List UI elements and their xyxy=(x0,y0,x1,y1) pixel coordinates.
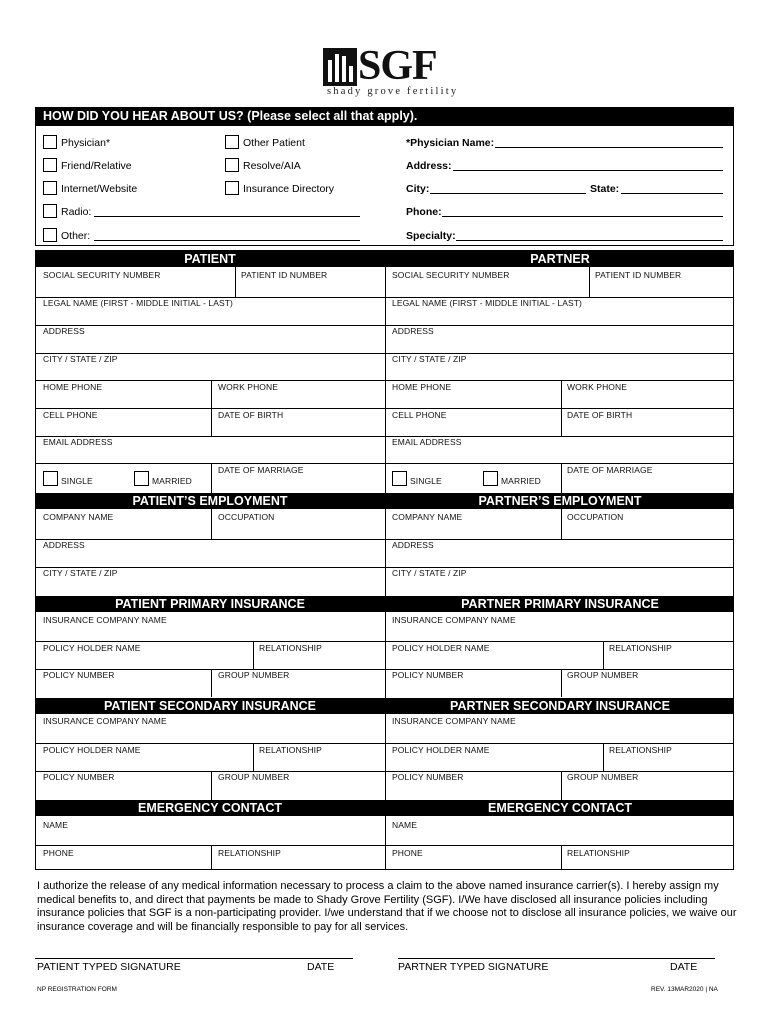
option-label: Other Patient xyxy=(243,137,305,149)
address-label: Address: xyxy=(406,160,452,172)
cell-divider xyxy=(603,641,604,669)
authorization-text: I authorize the release of any medical information necessary to process a claim to the above named insurance carrier(s). I hereby assign my medical benefits to, and direct that payments be made to Shady Grove Fertility (SGF). I/We have disclosed all insurance policies including insurance policies that SGF is a non-participating provider. I/we understand that if we choose not to disclose all insurance policies, we waive our insurance coverage and will be financially responsible to pay for all services. xyxy=(37,880,737,933)
partner-date-label: DATE xyxy=(670,961,698,973)
partner-secondary-company-label: INSURANCE COMPANY NAME xyxy=(392,716,516,726)
option-label: Physician* xyxy=(61,137,111,149)
patient-occupation-label: OCCUPATION xyxy=(218,512,275,522)
partner-secondary-relationship-label: RELATIONSHIP xyxy=(609,745,672,755)
physician-name-label: *Physician Name: xyxy=(406,137,495,149)
option-label: Friend/Relative xyxy=(61,160,132,172)
option-label: Radio: xyxy=(61,206,92,218)
patient-emergency-phone-label: PHONE xyxy=(43,848,74,858)
partner-occupation-label: OCCUPATION xyxy=(567,512,624,522)
patient-city-label: CITY / STATE / ZIP xyxy=(43,354,118,364)
patient-employer-address-label: ADDRESS xyxy=(43,540,85,550)
column-divider xyxy=(385,250,386,870)
patient-ssn-label: SOCIAL SECURITY NUMBER xyxy=(43,270,161,280)
resolve-aia-checkbox[interactable] xyxy=(225,158,239,172)
hear-about-us-box xyxy=(35,107,734,246)
friend-relative-checkbox[interactable] xyxy=(43,158,57,172)
partner-emergency-relationship-label: RELATIONSHIP xyxy=(567,848,630,858)
radio-checkbox[interactable] xyxy=(43,204,57,218)
patient-id-label: PATIENT ID NUMBER xyxy=(241,270,328,280)
hear-about-us-title: HOW DID YOU HEAR ABOUT US? (Please select all that apply). xyxy=(35,107,734,126)
patient-secondary-company-label: INSURANCE COMPANY NAME xyxy=(43,716,167,726)
patient-employment-header: PATIENT’S EMPLOYMENT xyxy=(35,493,385,509)
row-divider xyxy=(35,463,734,464)
patient-date-of-marriage-label: DATE OF MARRIAGE xyxy=(218,465,304,475)
cell-divider xyxy=(235,267,236,298)
partner-secondary-policy-label: POLICY NUMBER xyxy=(392,772,464,782)
cell-divider xyxy=(561,669,562,697)
partner-primary-insurance-header: PARTNER PRIMARY INSURANCE xyxy=(386,596,734,612)
form-id: NP REGISTRATION FORM xyxy=(37,986,117,993)
cell-divider xyxy=(211,669,212,697)
other-patient-checkbox[interactable] xyxy=(225,135,239,149)
internet-website-checkbox[interactable] xyxy=(43,181,57,195)
patient-secondary-holder-label: POLICY HOLDER NAME xyxy=(43,745,141,755)
patient-secondary-group-label: GROUP NUMBER xyxy=(218,772,290,782)
row-divider xyxy=(35,408,734,409)
option-label: Resolve/AIA xyxy=(243,160,301,172)
patient-insurance-company-label: INSURANCE COMPANY NAME xyxy=(43,615,167,625)
partner-company-label: COMPANY NAME xyxy=(392,512,463,522)
partner-dob-label: DATE OF BIRTH xyxy=(567,410,633,420)
partner-employer-city-label: CITY / STATE / ZIP xyxy=(392,568,467,578)
logo-wordmark: SGF xyxy=(358,43,437,89)
partner-insurance-company-label: INSURANCE COMPANY NAME xyxy=(392,615,516,625)
physician-checkbox[interactable] xyxy=(43,135,57,149)
patient-relationship-label: RELATIONSHIP xyxy=(259,643,322,653)
patient-secondary-relationship-label: RELATIONSHIP xyxy=(259,745,322,755)
cell-divider xyxy=(589,267,590,298)
patient-secondary-policy-label: POLICY NUMBER xyxy=(43,772,115,782)
patient-policy-number-label: POLICY NUMBER xyxy=(43,670,115,680)
cell-divider xyxy=(211,463,212,493)
patient-email-label: EMAIL ADDRESS xyxy=(43,437,113,447)
row-divider xyxy=(35,845,734,846)
partner-married-checkbox[interactable] xyxy=(483,471,498,486)
row-divider xyxy=(35,567,734,568)
city-label: City: xyxy=(406,183,430,195)
partner-address-label: ADDRESS xyxy=(392,326,434,336)
partner-single-checkbox[interactable] xyxy=(392,471,407,486)
cell-divider xyxy=(253,743,254,771)
patient-signature-line[interactable] xyxy=(35,958,353,959)
patient-legal-name-label: LEGAL NAME (FIRST - MIDDLE INITIAL - LAST) xyxy=(43,298,233,308)
partner-employer-address-label: ADDRESS xyxy=(392,540,434,550)
partner-policy-number-label: POLICY NUMBER xyxy=(392,670,464,680)
row-divider xyxy=(35,641,734,642)
single-label: SINGLE xyxy=(61,476,93,486)
partner-secondary-insurance-header: PARTNER SECONDARY INSURANCE xyxy=(386,698,734,714)
patient-emergency-relationship-label: RELATIONSHIP xyxy=(218,848,281,858)
state-field[interactable] xyxy=(621,193,723,194)
row-divider xyxy=(35,353,734,354)
partner-emergency-header: EMERGENCY CONTACT xyxy=(386,800,734,816)
partner-email-label: EMAIL ADDRESS xyxy=(392,437,462,447)
partner-signature-label: PARTNER TYPED SIGNATURE xyxy=(398,961,549,973)
cell-divider xyxy=(211,509,212,539)
row-divider xyxy=(35,380,734,381)
partner-group-number-label: GROUP NUMBER xyxy=(567,670,639,680)
insurance-directory-checkbox[interactable] xyxy=(225,181,239,195)
physician-name-field[interactable] xyxy=(495,147,723,148)
cell-divider xyxy=(211,771,212,800)
patient-signature-label: PATIENT TYPED SIGNATURE xyxy=(37,961,181,973)
partner-emergency-phone-label: PHONE xyxy=(392,848,423,858)
cell-divider xyxy=(561,463,562,493)
partner-legal-name-label: LEGAL NAME (FIRST - MIDDLE INITIAL - LAST) xyxy=(392,298,582,308)
patient-policy-holder-label: POLICY HOLDER NAME xyxy=(43,643,141,653)
partner-secondary-holder-label: POLICY HOLDER NAME xyxy=(392,745,490,755)
partner-ssn-label: SOCIAL SECURITY NUMBER xyxy=(392,270,510,280)
partner-cell-phone-label: CELL PHONE xyxy=(392,410,447,420)
cell-divider xyxy=(561,509,562,539)
patient-employer-city-label: CITY / STATE / ZIP xyxy=(43,568,118,578)
option-label: Internet/Website xyxy=(61,183,138,195)
partner-secondary-group-label: GROUP NUMBER xyxy=(567,772,639,782)
cell-divider xyxy=(211,845,212,870)
partner-employment-header: PARTNER’S EMPLOYMENT xyxy=(386,493,734,509)
option-label: Other: xyxy=(61,230,91,242)
patient-emergency-header: EMERGENCY CONTACT xyxy=(35,800,385,816)
phone-field[interactable] xyxy=(442,216,723,217)
specialty-label: Specialty: xyxy=(406,230,456,242)
patient-cell-phone-label: CELL PHONE xyxy=(43,410,98,420)
partner-policy-holder-label: POLICY HOLDER NAME xyxy=(392,643,490,653)
partner-id-label: PATIENT ID NUMBER xyxy=(595,270,682,280)
married-label: MARRIED xyxy=(501,476,541,486)
radio-input-line[interactable] xyxy=(94,216,360,217)
patient-group-number-label: GROUP NUMBER xyxy=(218,670,290,680)
other-input-line[interactable] xyxy=(94,240,360,241)
patient-address-label: ADDRESS xyxy=(43,326,85,336)
cell-divider xyxy=(253,641,254,669)
address-field[interactable] xyxy=(453,170,723,171)
cell-divider xyxy=(561,845,562,870)
phone-label: Phone: xyxy=(406,206,442,218)
partner-city-label: CITY / STATE / ZIP xyxy=(392,354,467,364)
patient-secondary-insurance-header: PATIENT SECONDARY INSURANCE xyxy=(35,698,385,714)
row-divider xyxy=(35,325,734,326)
partner-emergency-name-label: NAME xyxy=(392,820,417,830)
option-label: Insurance Directory xyxy=(243,183,335,195)
row-divider xyxy=(35,539,734,540)
partner-work-phone-label: WORK PHONE xyxy=(567,382,628,392)
row-divider xyxy=(35,743,734,744)
cell-divider xyxy=(561,771,562,800)
single-label: SINGLE xyxy=(410,476,442,486)
partner-section-header: PARTNER xyxy=(386,251,734,267)
patient-married-checkbox[interactable] xyxy=(134,471,149,486)
patient-home-phone-label: HOME PHONE xyxy=(43,382,103,392)
city-field[interactable] xyxy=(430,193,586,194)
patient-emergency-name-label: NAME xyxy=(43,820,68,830)
patient-single-checkbox[interactable] xyxy=(43,471,58,486)
other-checkbox[interactable] xyxy=(43,228,57,242)
patient-date-label: DATE xyxy=(307,961,335,973)
partner-home-phone-label: HOME PHONE xyxy=(392,382,452,392)
cell-divider xyxy=(603,743,604,771)
logo-tagline: shady grove fertility xyxy=(327,86,459,97)
patient-work-phone-label: WORK PHONE xyxy=(218,382,279,392)
partner-signature-line[interactable] xyxy=(398,958,715,959)
sgf-logo xyxy=(323,43,459,102)
patient-section-header: PATIENT xyxy=(35,251,385,267)
patient-company-label: COMPANY NAME xyxy=(43,512,114,522)
partner-date-of-marriage-label: DATE OF MARRIAGE xyxy=(567,465,653,475)
revision-id: REV. 13MAR2020 | NA xyxy=(651,986,718,993)
patient-dob-label: DATE OF BIRTH xyxy=(218,410,284,420)
partner-relationship-label: RELATIONSHIP xyxy=(609,643,672,653)
married-label: MARRIED xyxy=(152,476,192,486)
family-figures-icon xyxy=(323,48,357,86)
row-divider xyxy=(35,436,734,437)
specialty-field[interactable] xyxy=(456,240,723,241)
state-label: State: xyxy=(590,183,620,195)
patient-primary-insurance-header: PATIENT PRIMARY INSURANCE xyxy=(35,596,385,612)
